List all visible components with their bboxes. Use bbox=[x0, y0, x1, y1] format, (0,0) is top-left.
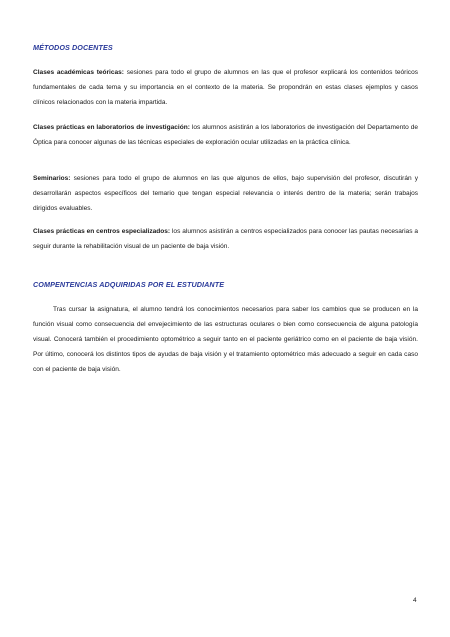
section-heading-competencias: COMPENTENCIAS ADQUIRIDAS POR EL ESTUDIANTE bbox=[33, 280, 225, 289]
paragraph-clases-laboratorios bbox=[33, 120, 418, 150]
paragraph-competencias: Tras cursar la asignatura, el alumno tendrá los conocimientos necesarios para saber los cambios que se producen en la función visual como consecuencia del envejecimiento de las estructuras oculares o bien como consecuencia de alguna patología visual. Conocerá también el procedimiento optométrico a seguir tanto en el paciente geriátrico como en el paciente de baja visión. Por último, conocerá los distintos tipos de ayudas de baja visión y el tratamiento optométrico más adecuado a seguir en cada caso con el paciente de baja visión. bbox=[33, 306, 418, 373]
paragraph-text: los alumnos asistirán a los laboratorios de investigación del Departamento de Óptica para conocer algunas de las técnicas especiales de exploración ocular utilizadas en la práctica clínica. bbox=[33, 124, 418, 146]
paragraph-centros-especializados bbox=[33, 224, 418, 254]
paragraph-seminarios bbox=[33, 171, 418, 216]
paragraph-label: Clases prácticas en laboratorios de investigación: bbox=[33, 124, 190, 131]
paragraph-label: Seminarios: bbox=[33, 175, 71, 182]
paragraph-clases-teoricas bbox=[33, 65, 418, 110]
paragraph-text: sesiones para todo el grupo de alumnos en las que el profesor explicará los contenidos teóricos fundamentales de cada tema y su importancia en el contexto de la materia. Se propondrán en estas clases ejemplos y casos clínicos relacionados con la materia impartida. bbox=[33, 69, 418, 106]
paragraph-label: Clases prácticas en centros especializados: bbox=[33, 228, 171, 235]
page-number: 4 bbox=[413, 597, 417, 604]
paragraph-text: sesiones para todo el grupo de alumnos en las que algunos de ellos, bajo supervisión del profesor, discutirán y desarrollarán aspectos específicos del temario que tengan especial relevancia o interés dentro de la materia; serán trabajos dirigidos evaluables. bbox=[33, 175, 418, 212]
paragraph-label: Clases académicas teóricas: bbox=[33, 69, 124, 76]
paragraph-text: los alumnos asistirán a centros especializados para conocer las pautas necesarias a seguir durante la rehabilitación visual de un paciente de baja visión. bbox=[33, 228, 418, 250]
section-heading-metodos-docentes: MÉTODOS DOCENTES bbox=[33, 43, 113, 52]
